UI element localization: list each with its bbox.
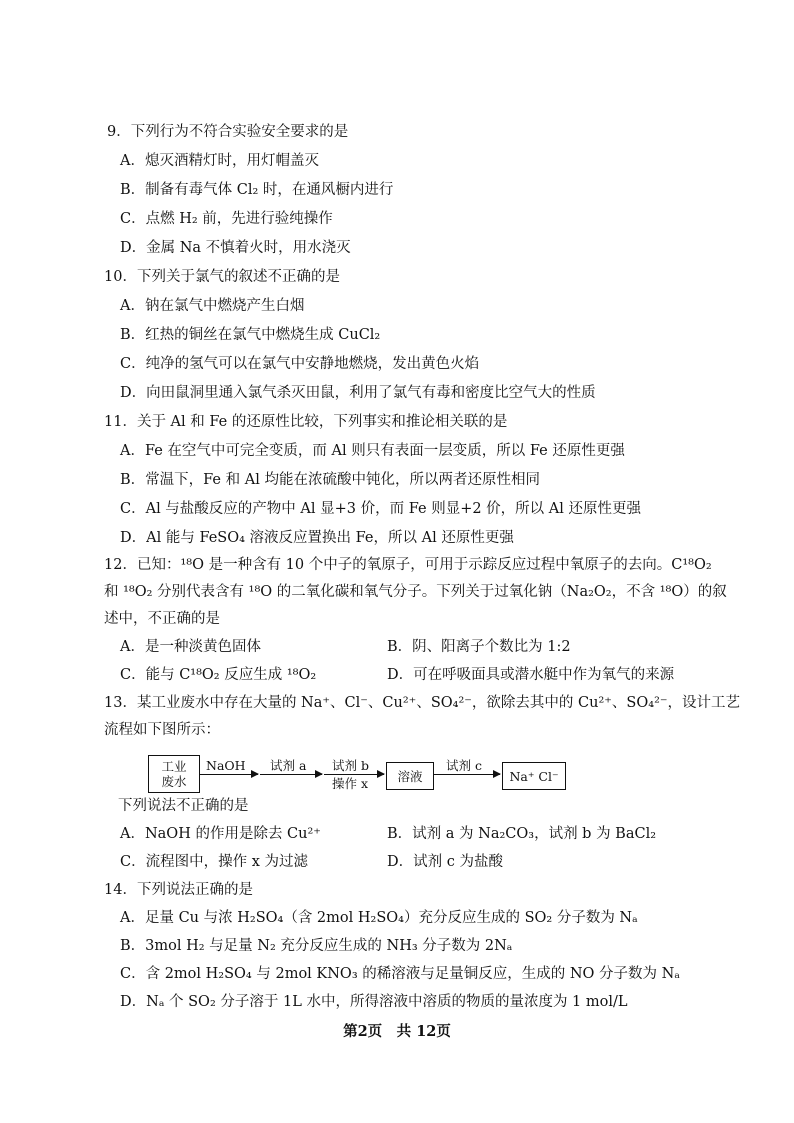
flow-box-wastewater-line1: 工业	[161, 759, 187, 774]
q11-option-c: C．Al 与盐酸反应的产物中 Al 显+3 价，而 Fe 则显+2 价，所以 Al 还原性更强	[120, 501, 641, 517]
q14-option-d: D．Nₐ 个 SO₂ 分子溶于 1L 水中，所得溶液中溶质的物质的量浓度为 1 mol/L	[120, 994, 628, 1010]
q13-option-a: A．NaOH 的作用是除去 Cu²⁺	[120, 826, 321, 842]
q10-option-c: C．纯净的氢气可以在氯气中安静地燃烧，发出黄色火焰	[120, 356, 480, 372]
q14-option-a: A．足量 Cu 与浓 H₂SO₄（含 2mol H₂SO₄）充分反应生成的 SO₂ 分子数为 Nₐ	[120, 910, 638, 926]
q9-option-a: A．熄灭酒精灯时，用灯帽盖灭	[120, 153, 319, 169]
flow-arrow-1	[200, 774, 258, 775]
q11-option-b: B．常温下，Fe 和 Al 均能在浓硫酸中钝化，所以两者还原性相同	[120, 472, 540, 488]
q12-stem-line1: 12．已知：¹⁸O 是一种含有 10 个中子的氧原子，可用于示踪反应过程中氧原子的去向。C¹⁸O₂	[104, 557, 712, 573]
q12-option-a: A．是一种淡黄色固体	[120, 639, 261, 655]
q13-option-c: C．流程图中，操作 x 为过滤	[120, 854, 308, 870]
q13-option-b: B．试剂 a 为 Na₂CO₃，试剂 b 为 BaCl₂	[387, 826, 657, 842]
q9-option-d: D．金属 Na 不慎着火时，用水浇灭	[120, 240, 351, 256]
flow-box-solution	[386, 762, 434, 790]
q9-option-b: B．制备有毒气体 Cl₂ 时，在通风橱内进行	[120, 182, 394, 198]
flow-box-wastewater	[148, 755, 200, 793]
q14-option-b: B．3mol H₂ 与足量 N₂ 充分反应生成的 NH₃ 分子数为 2Nₐ	[120, 938, 513, 954]
flow-arrow-3	[324, 774, 384, 775]
q12-option-b: B．阴、阳离子个数比为 1:2	[387, 639, 571, 655]
q13-stem-line2: 流程如下图所示：	[104, 722, 220, 738]
q13-stem-line1: 13．某工业废水中存在大量的 Na⁺、Cl⁻、Cu²⁺、SO₄²⁻，欲除去其中的 Cu²⁺、SO₄²⁻，设计工艺	[104, 695, 741, 711]
flow-arrow-3-label-bottom: 操作 x	[332, 776, 369, 791]
q11-option-a: A．Fe 在空气中可完全变质，而 Al 则只有表面一层变质，所以 Fe 还原性更强	[120, 443, 625, 459]
flow-arrow-2-label: 试剂 a	[270, 758, 307, 773]
q11-option-d: D．Al 能与 FeSO₄ 溶液反应置换出 Fe，所以 Al 还原性更强	[120, 530, 514, 546]
q10-stem: 10．下列关于氯气的叙述不正确的是	[104, 269, 340, 285]
flow-box-product	[502, 762, 566, 790]
q10-option-a: A．钠在氯气中燃烧产生白烟	[120, 298, 305, 314]
flow-box-solution-label: 溶液	[397, 768, 423, 784]
flow-arrow-4	[434, 774, 500, 775]
q13-option-d: D．试剂 c 为盐酸	[387, 854, 503, 870]
flow-arrow-3-label-top: 试剂 b	[332, 758, 369, 773]
flow-arrow-1-label: NaOH	[206, 758, 246, 773]
q12-option-c: C．能与 C¹⁸O₂ 反应生成 ¹⁸O₂	[120, 667, 317, 683]
flow-box-product-label: Na⁺ Cl⁻	[509, 768, 559, 784]
q12-stem-line2: 和 ¹⁸O₂ 分别代表含有 ¹⁸O 的二氧化碳和氧气分子。下列关于过氧化钠（Na₂O₂，不含 ¹⁸O）的叙	[104, 584, 727, 600]
q11-stem: 11．关于 Al 和 Fe 的还原性比较，下列事实和推论相关联的是	[104, 414, 508, 430]
q12-option-d: D．可在呼吸面具或潜水艇中作为氧气的来源	[387, 667, 675, 683]
q12-stem-line3: 述中，不正确的是	[104, 611, 220, 627]
q13-sub-stem: 下列说法不正确的是	[118, 798, 249, 814]
q9-option-c: C．点燃 H₂ 前，先进行验纯操作	[120, 211, 333, 227]
q14-stem: 14．下列说法正确的是	[104, 882, 253, 898]
q14-option-c: C．含 2mol H₂SO₄ 与 2mol KNO₃ 的稀溶液与足量铜反应，生成的 NO 分子数为 Nₐ	[120, 966, 680, 982]
flow-arrow-4-label: 试剂 c	[446, 758, 482, 773]
page-footer: 第2页 共 12页	[343, 1023, 451, 1040]
flow-box-wastewater-line2: 废水	[161, 774, 187, 789]
q9-stem: 9．下列行为不符合实验安全要求的是	[107, 124, 349, 140]
q10-option-b: B．红热的铜丝在氯气中燃烧生成 CuCl₂	[120, 327, 381, 343]
flow-arrow-2	[260, 774, 322, 775]
q10-option-d: D．向田鼠洞里通入氯气杀灭田鼠，利用了氯气有毒和密度比空气大的性质	[120, 385, 596, 401]
